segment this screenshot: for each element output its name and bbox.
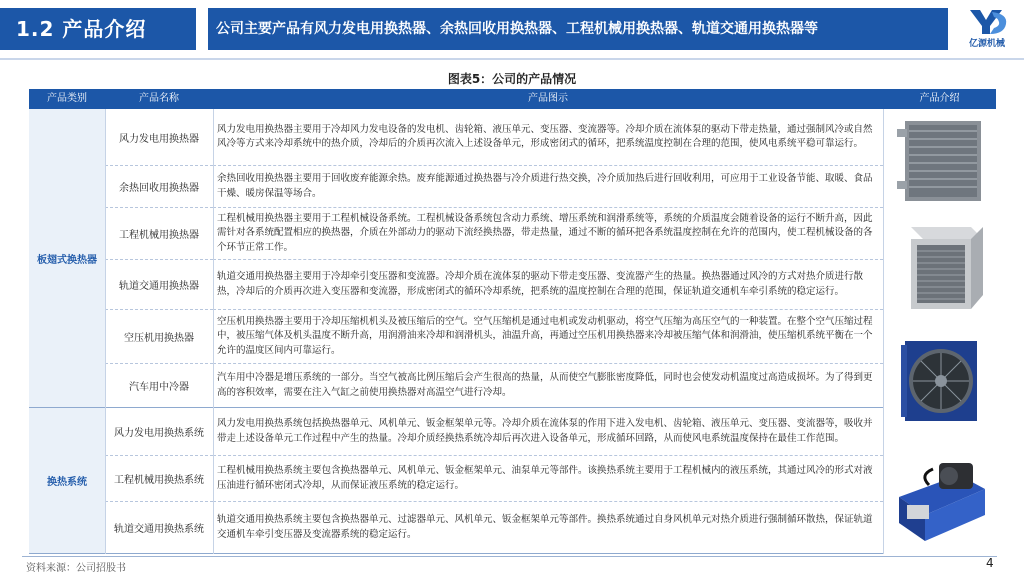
product-name-cell: [105, 166, 213, 208]
column-divider: [105, 109, 106, 554]
footer-divider: [22, 556, 997, 557]
logo-mark-icon: [966, 6, 1010, 36]
product-desc: 余热回收用换热器主要用于回收废弃能源余热。废弃能源通过换热器与冷介质进行热交换，冷介质加热后进行回收利用，可应用于工业设备节能、取暖、食品干燥、暖房保温等场合。: [217, 173, 873, 199]
product-name: 工程机械用换热器: [119, 230, 199, 241]
product-desc: 风力发电用换热系统包括换热器单元、风机单元、钣金框架单元等。冷却介质在流体泵的作用下进入发电机、齿轮箱、液压单元、变压器、变流器等，吸收并带走上述设备单元工作过程中产生的热量。冷却介质经换热系统冷却后再次进入设备单元，形成循环回路，从而使风电系统温度保持在最佳工作范围。: [217, 418, 873, 444]
product-name: 工程机械用换热系统: [114, 475, 204, 486]
header-bar: [0, 0, 1024, 56]
product-name: 风力发电用换热器: [119, 133, 199, 145]
source-note: 资料来源：公司招股书: [26, 563, 126, 574]
figure-title: 图表5：公司的产品情况: [447, 72, 577, 86]
product-desc: 工程机械用换热器主要用于工程机械设备系统。工程机械设备系统包含动力系统、增压系统和润滑系统等，系统的介质温度会随着设备的运行不断升高，因此需针对各系统配置相应的换热器，介质在外部动力的驱动下流经换热器，带走热量，通过不断的循环把各系统温度控制在允许的范围内，使工程机械设备的各个环节正常工作。: [217, 212, 873, 253]
headline: 公司主要产品有风力发电用换热器、余热回收用换热器、工程机械用换热器、轨道交通用换热器等: [208, 8, 948, 50]
product-name: 空压机用换热器: [124, 333, 194, 344]
product-desc-cell: [213, 456, 883, 502]
product-name: 轨道交通用换热系统: [114, 524, 204, 535]
product-name: 汽车用中冷器: [129, 382, 189, 393]
product-name-cell: [105, 408, 213, 456]
product-desc: 空压机用换热器主要用于冷却压缩机机头及被压缩后的空气。空气压缩机是通过电机或发动机驱动，将空气压缩为高压空气的一种装置。在整个空气压缩过程中，被压缩气体及机头温度不断升高，用润滑油来冷却和润滑机头，油温升高，再通过空压机用换热器来冷却被压缩气体和润滑油，使压缩机系统平衡在一个允许的温度区间内可靠运行。: [217, 315, 873, 356]
logo-text: 亿源机械: [968, 39, 1005, 49]
cube-heat-exchanger-image: [891, 213, 991, 317]
column-divider: [213, 109, 214, 554]
product-desc-cell: [213, 502, 883, 554]
product-name: 轨道交通用换热器: [119, 281, 199, 292]
product-name-cell: [105, 109, 213, 166]
section-title: 1.2 产品介绍: [0, 8, 196, 50]
company-logo: [956, 6, 1018, 52]
product-desc: 汽车用中冷器是增压系统的一部分。当空气被高比例压缩后会产生很高的热量，从而使空气膨胀密度降低，同时也会使发动机温度过高造成损坏。为了得到更高的容积效率，需要在注入气缸之前使用换热器对高温空气进行冷却。: [217, 372, 873, 398]
product-desc: 风力发电用换热器主要用于冷却风力发电设备的发电机、齿轮箱、液压单元、变压器、变流器等。冷却介质在流体泵的驱动下带走热量，通过强制风冷或自然风冷等方式来冷却系统中的热介质，冷却后的介质再次流入上述设备单元，形成密闭式的循环，把系统温度控制在合理的范围，使风电系统平稳可靠运行。: [217, 123, 873, 149]
fan-cooler-image: [891, 331, 991, 431]
product-desc-cell: [213, 310, 883, 364]
category-label: 板翅式换热器: [37, 254, 97, 266]
table-header: [29, 89, 996, 109]
header-cell-name: 产品名称: [139, 93, 179, 104]
product-desc: 工程机械用换热系统主要包含换热器单元、风机单元、钣金框架单元、油泵单元等部件。该换热系统主要用于工程机械内的液压系统，其通过风冷的形式对液压油进行循环密闭式冷却，从而保证液压系统的稳定运行。: [217, 465, 873, 491]
category-label: 换热系统: [47, 477, 87, 488]
category-cell-system: [29, 408, 105, 554]
product-desc: 轨道交通用换热系统主要包含换热器单元、过滤器单元、风机单元、钣金框架单元等部件。换热系统通过自身风机单元对热介质进行强制循环散热，保证轨道交通机车牵引变压器及变流器系统的稳定运行。: [217, 514, 873, 540]
product-table: [29, 89, 996, 554]
product-name-cell: [105, 364, 213, 408]
product-desc-cell: [213, 408, 883, 456]
product-desc-cell: [213, 364, 883, 408]
product-name-cell: [105, 502, 213, 554]
category-cell-plate-fin: [29, 109, 105, 408]
header-divider: [0, 58, 1024, 60]
product-name: 风力发电用换热系统: [114, 428, 204, 439]
product-desc-cell: [213, 260, 883, 310]
page-number: 4: [986, 556, 994, 570]
cooling-system-image: [889, 445, 993, 549]
product-name-cell: [105, 260, 213, 310]
product-name-cell: [105, 208, 213, 260]
product-name-cell: [105, 456, 213, 502]
product-images: [883, 109, 996, 554]
product-desc-cell: [213, 208, 883, 260]
cooler-panel-image: [891, 115, 991, 205]
header-cell-category: 产品类别: [47, 93, 87, 104]
product-desc-cell: [213, 109, 883, 166]
header-cell-intro: 产品介绍: [919, 93, 960, 104]
product-desc-cell: [213, 166, 883, 208]
product-desc: 轨道交通用换热器主要用于冷却牵引变压器和变流器。冷却介质在流体泵的驱动下带走变压器、变流器产生的热量。换热器通过风冷的方式对热介质进行散热，冷却后的介质再次进入变压器和变流器，形成密闭式的循环冷却系统，把系统的温度控制在合理的范围，保证轨道交通机车牵引系统的稳定运行。: [217, 271, 864, 297]
header-cell-image: 产品图示: [528, 93, 568, 104]
product-name-cell: [105, 310, 213, 364]
product-name: 余热回收用换热器: [119, 183, 199, 194]
